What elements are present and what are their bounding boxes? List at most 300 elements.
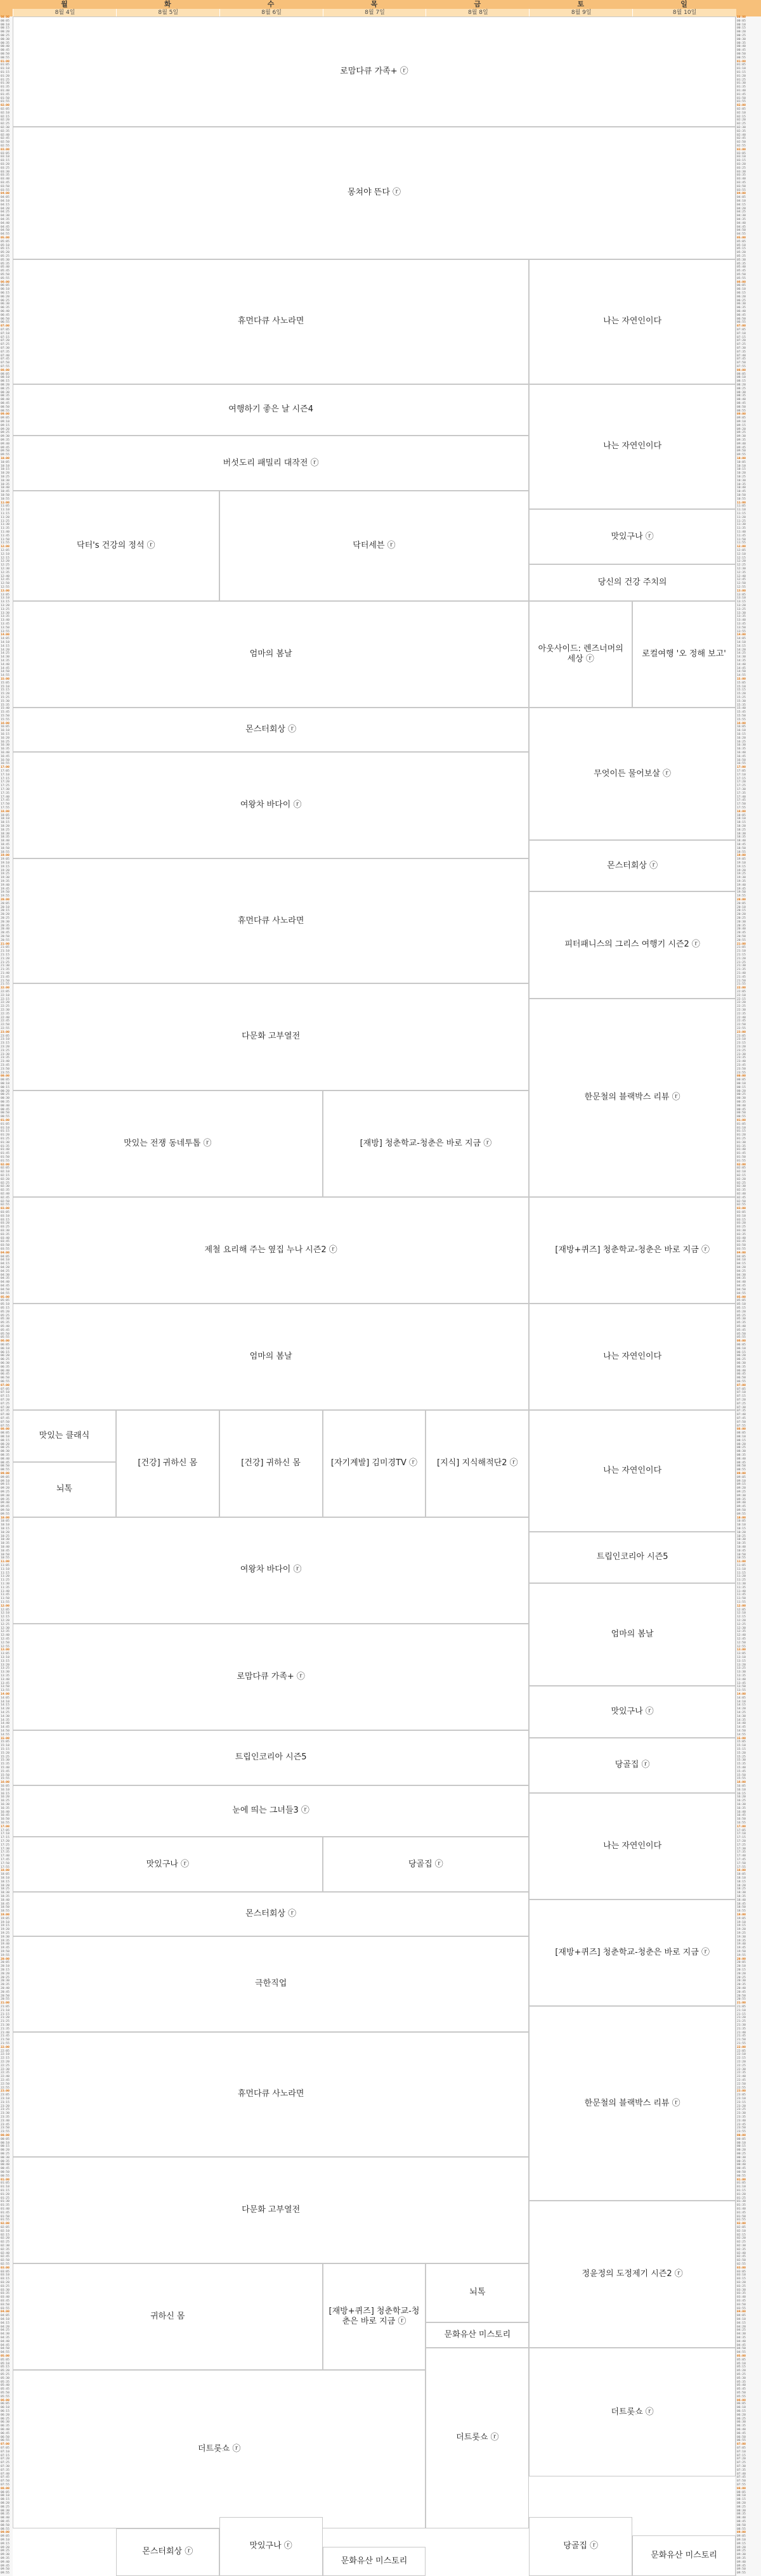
program-block[interactable]	[529, 2517, 632, 2576]
day-header-0: 월	[13, 0, 116, 9]
time-tick: 20:10	[737, 905, 746, 909]
time-tick: 10:05	[1, 460, 10, 464]
program-block[interactable]	[13, 16, 736, 127]
time-tick: 02:40	[1, 133, 10, 137]
date-header-1: 8월 5일	[116, 9, 220, 16]
time-tick: 02:40	[737, 133, 746, 137]
program-title: 몽쳐야 뜬다 ⓡ	[347, 188, 401, 198]
time-tick: 11:05	[1, 505, 10, 508]
program-block[interactable]	[13, 2263, 323, 2370]
time-tick: 11:10	[737, 1567, 746, 1571]
time-tick: 06:15	[737, 2409, 746, 2413]
time-tick: 06:05	[1, 284, 10, 288]
time-tick: 10:00	[737, 457, 746, 461]
time-tick: 09:15	[1, 1483, 10, 1487]
time-tick: 13:40	[737, 619, 746, 623]
time-tick: 09:05	[1, 417, 10, 420]
time-tick: 04:20	[737, 207, 746, 210]
time-tick: 10:45	[737, 1549, 746, 1553]
time-tick: 02:45	[737, 137, 746, 141]
time-tick: 14:10	[1, 641, 10, 645]
time-tick: 08:05	[1, 1432, 10, 1435]
program-block[interactable]	[529, 1738, 736, 1793]
time-tick: 02:00	[737, 1163, 746, 1167]
program-block[interactable]	[13, 259, 529, 384]
time-tick: 19:10	[1, 1920, 10, 1924]
program-block[interactable]	[13, 1462, 116, 1517]
time-tick: 17:10	[1, 773, 10, 777]
program-block[interactable]	[13, 2370, 426, 2528]
time-tick: 20:25	[1, 1976, 10, 1979]
program-block[interactable]	[529, 2348, 736, 2476]
program-block[interactable]	[426, 2263, 529, 2322]
time-tick: 08:40	[1, 1457, 10, 1461]
time-tick: 11:35	[1, 1586, 10, 1589]
time-tick: 08:10	[1, 1435, 10, 1439]
program-block[interactable]	[529, 1900, 736, 2006]
time-tick: 21:15	[737, 2012, 746, 2016]
time-tick: 08:35	[737, 1453, 746, 1457]
time-tick: 01:30	[1, 2200, 10, 2204]
time-tick: 03:40	[737, 1236, 746, 1240]
time-tick: 06:30	[737, 2421, 746, 2424]
program-title: [자기계발] 김미경TV ⓡ	[330, 1458, 418, 1468]
program-block[interactable]	[13, 1091, 323, 1197]
time-tick: 17:45	[1, 1858, 10, 1861]
time-tick: 12:05	[737, 549, 746, 553]
time-tick: 14:05	[1, 637, 10, 641]
time-tick: 21:50	[737, 2038, 746, 2042]
time-tick: 15:20	[737, 1751, 746, 1755]
program-title: 당골집 ⓡ	[408, 1859, 443, 1869]
time-tick: 18:25	[737, 828, 746, 832]
time-tick: 02:10	[1, 111, 10, 115]
program-block[interactable]	[323, 1091, 530, 1197]
program-block[interactable]	[529, 564, 736, 601]
program-block[interactable]	[13, 1936, 529, 2032]
program-block[interactable]	[13, 384, 529, 436]
time-tick: 15:50	[1, 1773, 10, 1777]
program-block[interactable]	[13, 752, 529, 858]
time-tick: 19:35	[1, 880, 10, 884]
time-tick: 19:10	[737, 862, 746, 865]
time-tick: 02:15	[1, 1174, 10, 1178]
program-block[interactable]	[426, 1410, 529, 1517]
time-tick: 20:55	[737, 1998, 746, 2002]
time-tick: 00:40	[1, 1104, 10, 1108]
time-tick: 08:25	[737, 2505, 746, 2509]
time-tick: 10:20	[1, 472, 10, 476]
time-tick: 03:20	[1, 1222, 10, 1226]
time-tick: 05:00	[737, 2354, 746, 2358]
time-tick: 19:55	[1, 895, 10, 898]
time-tick: 06:00	[737, 280, 746, 284]
time-tick: 01:50	[1, 2215, 10, 2218]
time-tick: 05:20	[1, 251, 10, 255]
time-tick: 03:20	[1, 163, 10, 166]
time-tick: 00:30	[1, 37, 10, 41]
program-block[interactable]	[13, 983, 529, 1090]
time-tick: 12:20	[1, 1619, 10, 1622]
time-tick: 22:10	[1, 994, 10, 997]
time-tick: 11:45	[737, 534, 746, 538]
time-tick: 09:15	[737, 2542, 746, 2546]
time-tick: 09:50	[1, 2568, 10, 2572]
time-tick: 08:15	[1, 2498, 10, 2502]
time-tick: 12:40	[737, 1634, 746, 1638]
time-tick: 04:55	[1, 233, 10, 236]
time-tick: 11:45	[737, 1593, 746, 1597]
time-tick: 03:05	[737, 2270, 746, 2274]
time-tick: 10:20	[1, 1531, 10, 1534]
time-tick: 22:35	[737, 1012, 746, 1016]
time-tick: 08:55	[737, 1468, 746, 1472]
time-tick: 00:55	[737, 56, 746, 60]
program-title: 문화유산 미스토리	[444, 2329, 511, 2340]
program-block[interactable]	[323, 1410, 426, 1517]
program-block[interactable]	[13, 1517, 529, 1624]
time-tick: 18:55	[1, 850, 10, 854]
time-tick: 10:15	[1, 468, 10, 472]
program-block[interactable]	[426, 2322, 529, 2348]
time-tick: 07:10	[1, 332, 10, 335]
time-tick: 03:35	[737, 174, 746, 178]
time-tick: 17:05	[737, 770, 746, 773]
program-block[interactable]	[529, 259, 736, 384]
time-tick: 23:35	[1, 2115, 10, 2119]
program-block[interactable]	[632, 2535, 736, 2576]
time-tick: 00:15	[1, 1085, 10, 1089]
time-tick: 09:15	[737, 424, 746, 427]
time-tick: 02:45	[737, 1196, 746, 1200]
time-tick: 05:10	[1, 243, 10, 247]
time-tick: 13:50	[1, 1685, 10, 1689]
time-tick: 17:20	[737, 780, 746, 784]
time-tick: 07:50	[1, 1420, 10, 1424]
time-tick: 05:05	[1, 2358, 10, 2362]
time-tick: 09:55	[737, 1512, 746, 1516]
time-tick: 02:35	[737, 2248, 746, 2251]
time-tick: 11:45	[1, 534, 10, 538]
time-tick: 14:55	[737, 674, 746, 678]
time-tick: 03:10	[1, 155, 10, 159]
time-tick: 10:35	[1, 482, 10, 486]
time-tick: 22:20	[737, 1001, 746, 1005]
program-block[interactable]	[13, 858, 529, 983]
time-tick: 15:25	[737, 696, 746, 700]
time-tick: 08:00	[737, 368, 746, 372]
time-tick: 18:55	[1, 1910, 10, 1913]
time-tick: 19:05	[1, 858, 10, 862]
time-tick: 19:45	[1, 1946, 10, 1950]
time-tick: 01:30	[737, 2200, 746, 2204]
program-block[interactable]	[116, 2528, 219, 2576]
program-block[interactable]	[529, 708, 736, 840]
time-tick: 05:40	[737, 2384, 746, 2388]
program-block[interactable]	[13, 1304, 529, 1410]
program-title: 여왕차 바다이 ⓡ	[240, 1565, 302, 1575]
time-tick: 06:10	[1, 2406, 10, 2410]
time-tick: 11:00	[1, 501, 10, 505]
time-tick: 08:45	[737, 1461, 746, 1465]
time-tick: 01:30	[737, 1141, 746, 1144]
program-block[interactable]	[13, 491, 219, 601]
time-tick: 04:25	[737, 210, 746, 214]
time-tick: 14:25	[737, 1711, 746, 1714]
time-tick: 14:35	[1, 659, 10, 663]
program-block[interactable]	[13, 1837, 323, 1892]
time-tick: 19:10	[1, 862, 10, 865]
time-tick: 22:50	[1, 2082, 10, 2086]
time-tick: 15:45	[737, 1770, 746, 1773]
time-tick: 04:50	[1, 2347, 10, 2351]
time-tick: 04:20	[737, 2325, 746, 2329]
program-title: 몬스터회상 ⓡ	[607, 860, 658, 871]
program-block[interactable]	[529, 2201, 736, 2348]
program-block[interactable]	[529, 1793, 736, 1900]
time-tick: 19:55	[1, 1953, 10, 1957]
program-block[interactable]	[13, 2032, 529, 2157]
time-tick: 08:30	[737, 1450, 746, 1454]
time-tick: 13:15	[737, 600, 746, 604]
day-header-1: 화	[116, 0, 219, 9]
time-tick: 09:40	[737, 442, 746, 446]
time-tick: 04:55	[737, 1291, 746, 1295]
time-tick: 14:30	[1, 656, 10, 659]
program-block[interactable]	[13, 601, 529, 708]
program-block[interactable]	[13, 1410, 116, 1461]
time-tick: 17:10	[737, 1832, 746, 1836]
time-tick: 04:05	[1, 196, 10, 200]
time-tick: 22:30	[1, 2068, 10, 2071]
program-block[interactable]	[116, 1410, 219, 1517]
time-tick: 03:35	[1, 174, 10, 178]
time-tick: 01:45	[1, 1152, 10, 1156]
time-tick: 12:50	[737, 582, 746, 586]
program-title: 눈에 띄는 그녀들3 ⓡ	[232, 1806, 309, 1816]
time-tick: 00:30	[1, 2156, 10, 2159]
time-tick: 01:00	[1, 2178, 10, 2182]
time-tick: 10:25	[1, 1534, 10, 1538]
time-tick: 01:05	[737, 1122, 746, 1126]
program-block[interactable]	[426, 2348, 529, 2528]
time-tick: 05:10	[1, 2362, 10, 2366]
time-tick: 18:50	[1, 846, 10, 850]
time-tick: 17:00	[737, 1825, 746, 1828]
time-tick: 08:15	[1, 1439, 10, 1442]
time-tick: 14:45	[1, 666, 10, 670]
program-title: 몬스터회상 ⓡ	[245, 1908, 297, 1919]
program-block[interactable]	[529, 1532, 736, 1583]
time-tick: 06:25	[737, 1358, 746, 1362]
time-tick: 13:30	[737, 611, 746, 615]
time-tick: 01:10	[737, 67, 746, 71]
program-block[interactable]	[529, 2006, 736, 2201]
time-tick: 04:40	[1, 1281, 10, 1285]
time-tick: 00:30	[737, 2156, 746, 2159]
time-tick: 04:45	[737, 2343, 746, 2347]
time-tick: 09:40	[737, 1501, 746, 1505]
time-tick: 04:20	[737, 1266, 746, 1270]
time-tick: 08:40	[1, 2516, 10, 2520]
program-title: 한문철의 블랙박스 리뷰 ⓡ	[584, 1092, 680, 1103]
time-tick: 05:10	[737, 243, 746, 247]
date-header-3: 8월 7일	[323, 9, 427, 16]
time-tick: 10:55	[737, 1557, 746, 1560]
program-block[interactable]	[529, 891, 736, 998]
program-block[interactable]	[529, 509, 736, 564]
time-tick: 03:20	[737, 163, 746, 166]
time-tick: 00:10	[1, 23, 10, 27]
time-tick: 07:20	[1, 2457, 10, 2461]
time-tick: 07:30	[737, 1406, 746, 1409]
time-tick: 10:45	[737, 490, 746, 494]
time-tick: 05:30	[737, 258, 746, 262]
time-tick: 12:20	[737, 1619, 746, 1622]
program-block[interactable]	[529, 840, 736, 891]
program-block[interactable]	[529, 1410, 736, 1531]
time-tick: 03:15	[737, 2277, 746, 2281]
program-block[interactable]	[219, 491, 530, 601]
time-tick: 02:35	[1, 1189, 10, 1193]
time-tick: 02:00	[737, 104, 746, 108]
time-tick: 22:40	[737, 2075, 746, 2079]
time-tick: 22:45	[1, 1019, 10, 1023]
program-title: [재방] 청춘학교-청춘은 바로 지금 ⓡ	[360, 1138, 492, 1148]
program-title: 뇌톡	[56, 1484, 72, 1494]
time-tick: 17:35	[737, 791, 746, 795]
time-tick: 12:40	[1, 574, 10, 578]
time-tick: 22:55	[1, 2086, 10, 2090]
time-tick: 03:40	[1, 2296, 10, 2300]
program-title: 휴먼다큐 사노라면	[237, 2089, 304, 2099]
date-header-4: 8월 8일	[426, 9, 530, 16]
time-tick: 10:20	[737, 472, 746, 476]
time-tick: 01:30	[1, 1141, 10, 1144]
time-tick: 08:55	[737, 409, 746, 413]
time-tick: 02:15	[1, 2233, 10, 2237]
time-tick: 20:55	[1, 1998, 10, 2002]
time-tick: 03:30	[737, 1229, 746, 1233]
time-tick: 09:00	[1, 1472, 10, 1475]
time-tick: 01:40	[1, 89, 10, 93]
time-tick: 06:20	[1, 2413, 10, 2417]
time-tick: 09:20	[737, 2546, 746, 2549]
program-block[interactable]	[529, 601, 632, 708]
time-tick: 16:40	[1, 751, 10, 755]
time-tick: 23:10	[737, 1038, 746, 1042]
time-tick: 00:55	[1, 2174, 10, 2178]
time-tick: 00:45	[737, 1108, 746, 1111]
time-tick: 03:15	[1, 159, 10, 163]
time-tick: 13:05	[1, 593, 10, 597]
time-tick: 03:00	[1, 2266, 10, 2270]
time-tick: 16:15	[737, 1792, 746, 1796]
time-tick: 16:15	[1, 733, 10, 737]
program-block[interactable]	[219, 1410, 323, 1517]
time-tick: 11:10	[737, 508, 746, 512]
time-tick: 08:20	[1, 2501, 10, 2505]
time-tick: 08:50	[737, 405, 746, 409]
time-tick: 15:30	[737, 699, 746, 703]
time-tick: 05:20	[737, 2369, 746, 2373]
time-tick: 02:10	[737, 1170, 746, 1174]
time-tick: 02:05	[1, 108, 10, 111]
program-block[interactable]	[529, 1583, 736, 1686]
time-tick: 08:35	[737, 2513, 746, 2516]
time-tick: 03:20	[1, 2281, 10, 2284]
program-block[interactable]	[323, 2263, 426, 2370]
time-tick: 23:55	[1, 2130, 10, 2134]
time-tick: 14:50	[1, 1729, 10, 1733]
time-tick: 20:40	[737, 1986, 746, 1990]
time-tick: 09:55	[1, 2572, 10, 2575]
time-tick: 03:55	[1, 2307, 10, 2310]
program-block[interactable]	[13, 2157, 529, 2263]
program-block[interactable]	[13, 708, 529, 752]
program-block[interactable]	[529, 1686, 736, 1737]
time-tick: 16:50	[1, 758, 10, 762]
time-tick: 02:05	[737, 2225, 746, 2229]
program-block[interactable]	[13, 1730, 529, 1785]
time-tick: 04:00	[737, 192, 746, 196]
time-tick: 10:15	[737, 468, 746, 472]
time-tick: 21:40	[737, 2031, 746, 2035]
program-block[interactable]	[13, 1785, 529, 1837]
time-tick: 01:35	[737, 86, 746, 89]
time-tick: 23:25	[737, 1049, 746, 1052]
time-tick: 02:35	[737, 1189, 746, 1193]
program-block[interactable]	[529, 384, 736, 509]
time-tick: 18:35	[737, 836, 746, 839]
program-block[interactable]	[13, 1197, 529, 1304]
program-block[interactable]	[13, 1892, 529, 1936]
program-block[interactable]	[219, 2517, 323, 2576]
time-tick: 03:25	[737, 2284, 746, 2288]
program-block[interactable]	[529, 999, 736, 1197]
time-tick: 08:20	[737, 1442, 746, 1446]
time-tick: 11:30	[1, 1582, 10, 1586]
time-tick: 13:25	[1, 607, 10, 611]
time-tick: 07:10	[737, 332, 746, 335]
time-tick: 05:55	[737, 276, 746, 280]
time-tick: 13:40	[737, 1678, 746, 1681]
time-tick: 10:30	[737, 479, 746, 482]
program-block[interactable]	[13, 1624, 529, 1730]
time-tick: 00:40	[737, 45, 746, 49]
program-block[interactable]	[323, 1837, 530, 1892]
time-tick: 04:25	[737, 1269, 746, 1273]
time-tick: 04:10	[1, 200, 10, 203]
time-tick: 13:00	[737, 1648, 746, 1652]
program-block[interactable]	[632, 601, 736, 708]
time-tick: 22:35	[1, 1012, 10, 1016]
time-tick: 00:45	[737, 2167, 746, 2171]
time-tick: 07:10	[737, 1391, 746, 1395]
time-tick: 05:55	[1, 2395, 10, 2398]
program-block[interactable]	[323, 2547, 426, 2576]
time-tick: 08:50	[1, 405, 10, 409]
program-block[interactable]	[529, 1197, 736, 1304]
time-tick: 08:15	[737, 2498, 746, 2502]
time-tick: 23:40	[1, 1060, 10, 1064]
program-block[interactable]	[13, 127, 736, 259]
time-tick: 13:15	[1, 1659, 10, 1663]
time-tick: 04:10	[1, 2317, 10, 2321]
program-block[interactable]	[529, 1304, 736, 1410]
time-tick: 22:15	[737, 997, 746, 1001]
program-block[interactable]	[13, 436, 529, 491]
